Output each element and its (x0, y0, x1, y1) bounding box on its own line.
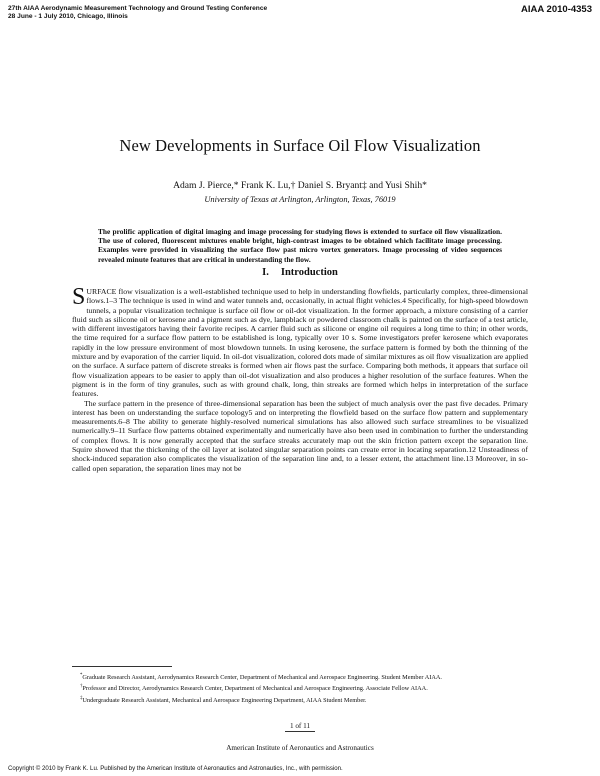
page-number-rule (285, 731, 315, 732)
footnote-item (72, 683, 528, 693)
conference-header (8, 5, 388, 21)
paragraph-1-text: flow visualization is a well-established technique used to help in understanding flowfields, particularly complex, three-dimensional flows.1–3 The technique is used in wind and water tunnels and, occasionally, in actual flight vehicles.4 Specifically, for high-speed blowdown tunnels, a popular visualization technique is surface oil flow or oil-dot visualization. In the former approach, a mixture consisting of a carrier fluid such as silicone oil or kerosene and a pigment such as dye, lampblack or powdered classroom chalk is painted on the surface of a test article, with different investigators having their favorite recipes. A carrier fluid such as silicone or engine oil requires a long time to thin; in other words, the time required for a surface flow pattern to be established is long, typically over 10 s. Some investigators prefer kerosene which evaporates rapidly in the low pressure environment of most blowdown tunnels. In using kerosene, the surface pattern is formed by both the thinning of the mixture and by evaporation of the carrier liquid. In oil-dot visualization, colored dots made of similar mixtures as oil flow visualization are applied on the surface. A surface pattern of discrete streaks is formed when air flows past the surface. Comparing both methods, it appears that surface oil flow visualization appears to be easier to apply than oil-dot visualization and also produces a higher resolution of the surface features. When the pigment is in the form of tiny granules, such as with ground chalk, long, thin streaks are formed which helps in interpretation of the surface features. (72, 287, 528, 399)
footnote-text: Professor and Director, Aerodynamics Research Center, Department of Mechanical and Aerospace Engineering. Associate Fellow AIAA. (82, 685, 428, 693)
affiliation: University of Texas at Arlington, Arlington, Texas, 76019 (204, 195, 396, 204)
footnote-mark: † (80, 684, 83, 690)
footnote-mark: * (80, 673, 83, 678)
footnotes (72, 672, 528, 706)
publisher-line: American Institute of Aeronautics and Astronautics (226, 744, 374, 752)
paper-title: New Developments in Surface Oil Flow Visualization (119, 136, 481, 155)
abstract: The prolific application of digital imaging and image processing for studying flows is extended to surface oil flow visualization. The use of colored, fluorescent mixtures enable bright, high-contrast images to be obtained which facilitate image processing. Examples were provided in visualizing the surface flow past micro vortex generators. Image processing of video sequences revealed minute features that are critical in understanding the flow. (98, 227, 502, 264)
paper-id: AIAA 2010-4353 (521, 4, 592, 15)
section-heading (0, 267, 600, 278)
footnote-divider (72, 666, 172, 667)
section-number: I. (262, 267, 269, 278)
conference-name: 27th AIAA Aerodynamic Measurement Technology and Ground Testing Conference (8, 5, 268, 12)
first-word: URFACE (86, 287, 117, 296)
author-list: Adam J. Pierce,* Frank K. Lu,† Daniel S. Bryant‡ and Yusi Shih* (173, 180, 427, 191)
conference-dates: 28 June - 1 July 2010, Chicago, Illinois (8, 13, 128, 20)
paragraph-1 (72, 284, 528, 399)
drop-cap: S (72, 284, 86, 310)
footnote-item (72, 672, 528, 682)
footnote-text: Graduate Research Assistant, Aerodynamics Research Center, Department of Mechanical and Aerospace Engineering. Student Member AIAA. (82, 674, 443, 682)
page-number: 1 of 11 (289, 722, 311, 730)
copyright-notice: Copyright © 2010 by Frank K. Lu. Published by the American Institute of Aeronautics and Astronautics, Inc., with permission. (8, 765, 343, 772)
body-text (72, 284, 528, 473)
section-title: Introduction (280, 267, 338, 278)
footnote-item (72, 695, 528, 705)
footnote-text: Undergraduate Research Assistant, Mechanical and Aerospace Engineering Department, AIAA Student Member. (82, 696, 367, 704)
paragraph-2: The surface pattern in the presence of three-dimensional separation has been the subject of much analysis over the past five decades. Primary interest has been on understanding the surface topology5 and on interpreting the flowfield based on the surface flow pattern and supplementary measurements.6–8 The ability to generate highly-resolved numerical simulations has also allowed such surface streamlines to be visualized numerically.9–11 Surface flow patterns obtained experimentally and numerically have also been used in combination to further the understanding of complex flows. It is now generally accepted that the surface streaks accurately map out the skin friction pattern except the separation line. Squire showed that the thickening of the oil layer at isolated singular separation points can create error in locating separation.12 Unsteadiness of shock-induced separation also complicates the visualization of the separation line and, to a lesser extent, the attachment line.13 Moreover, in so-called open separation, the separation lines may not be (72, 398, 528, 473)
footnote-mark: ‡ (80, 695, 83, 701)
